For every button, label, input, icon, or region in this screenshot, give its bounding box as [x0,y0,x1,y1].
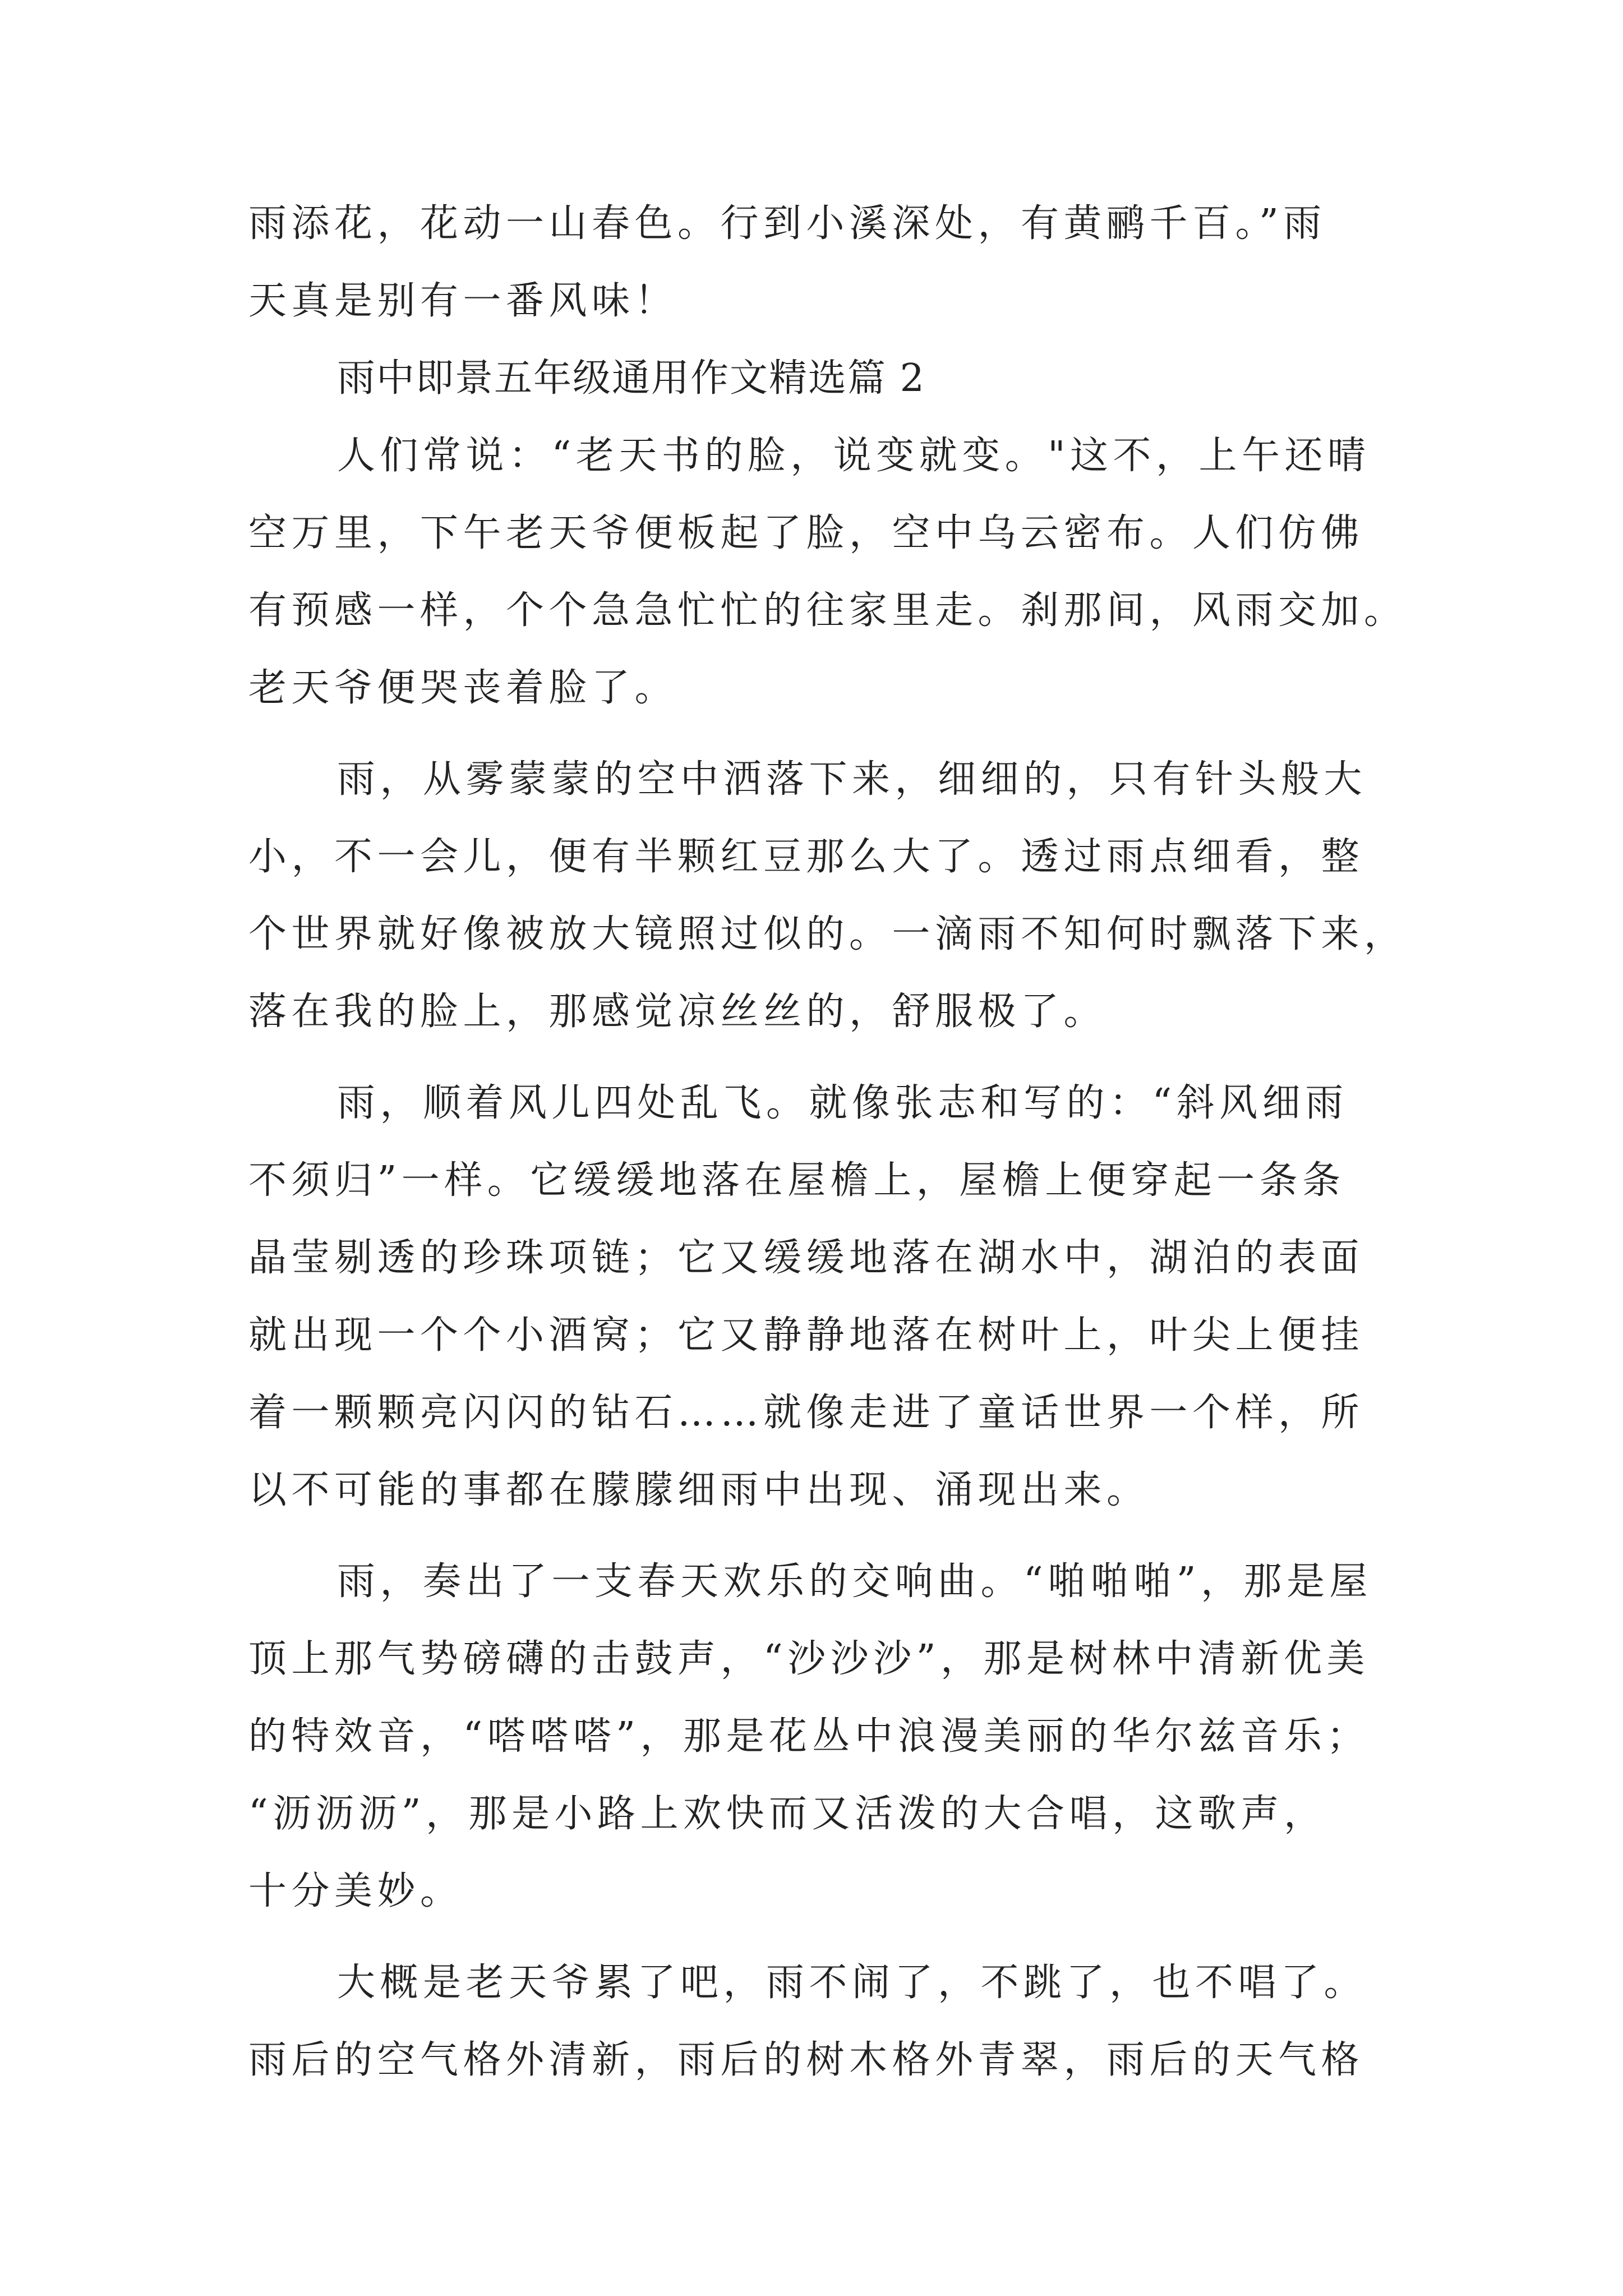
paragraph-line: 十分美妙。 [248,1869,463,1913]
paragraph-line: 雨，奏出了一支春天欢乐的交响曲。“啪啪啪”，那是屋 [337,1559,1373,1604]
paragraph-line: 雨后的空气格外清新，雨后的树木格外青翠，雨后的天气格 [248,2038,1364,2082]
paragraph-line: “沥沥沥”，那是小路上欢快而又活泼的大合唱，这歌声， [248,1792,1327,1836]
paragraph-line: 就出现一个个小酒窝；它又静静地落在树叶上，叶尖上便挂 [248,1313,1364,1358]
paragraph-line: 雨，顺着风儿四处乱飞。就像张志和写的：“斜风细雨 [337,1081,1348,1125]
paragraph-line: 晶莹剔透的珍珠项链；它又缓缓地落在湖水中，湖泊的表面 [248,1236,1364,1280]
paragraph-line: 小，不一会儿，便有半颗红豆那么大了。透过雨点细看，整 [248,835,1364,879]
paragraph-line: 空万里，下午老天爷便板起了脸，空中乌云密布。人们仿佛 [248,511,1364,555]
paragraph-line: 个世界就好像被放大镜照过似的。一滴雨不知何时飘落下来， [248,912,1407,956]
paragraph-line: 顶上那气势磅礴的击鼓声，“沙沙沙”，那是树林中清新优美 [248,1637,1370,1681]
paragraph-line: 有预感一样，个个急急忙忙的往家里走。刹那间，风雨交加。 [248,588,1407,633]
paragraph-line: 的特效音，“嗒嗒嗒”，那是花丛中浪漫美丽的华尔兹音乐； [248,1714,1370,1759]
paragraph-line: 落在我的脸上，那感觉凉丝丝的，舒服极了。 [248,990,1107,1034]
paragraph-line: 雨，从雾蒙蒙的空中洒落下来，细细的，只有针头般大 [337,757,1367,802]
paragraph-line: 着一颗颗亮闪闪的钻石……就像走进了童话世界一个样，所 [248,1391,1364,1435]
paragraph-line: 老天爷便哭丧着脸了。 [248,666,678,710]
paragraph-line: 以不可能的事都在朦朦细雨中出现、涌现出来。 [248,1468,1150,1512]
paragraph-line: 雨添花，花动一山春色。行到小溪深处，有黄鹂千百。”雨 [248,201,1326,246]
paragraph-line: 不须归”一样。它缓缓地落在屋檐上，屋檐上便穿起一条条 [248,1158,1345,1203]
paragraph-line: 天真是别有一番风味！ [248,279,678,323]
section-heading: 雨中即景五年级通用作文精选篇 2 [337,356,925,401]
paragraph-line: 大概是老天爷累了吧，雨不闹了，不跳了，也不唱了。 [337,1961,1367,2005]
paragraph-line: 人们常说：“老天书的脸，说变就变。"这不，上午还晴 [337,434,1371,478]
